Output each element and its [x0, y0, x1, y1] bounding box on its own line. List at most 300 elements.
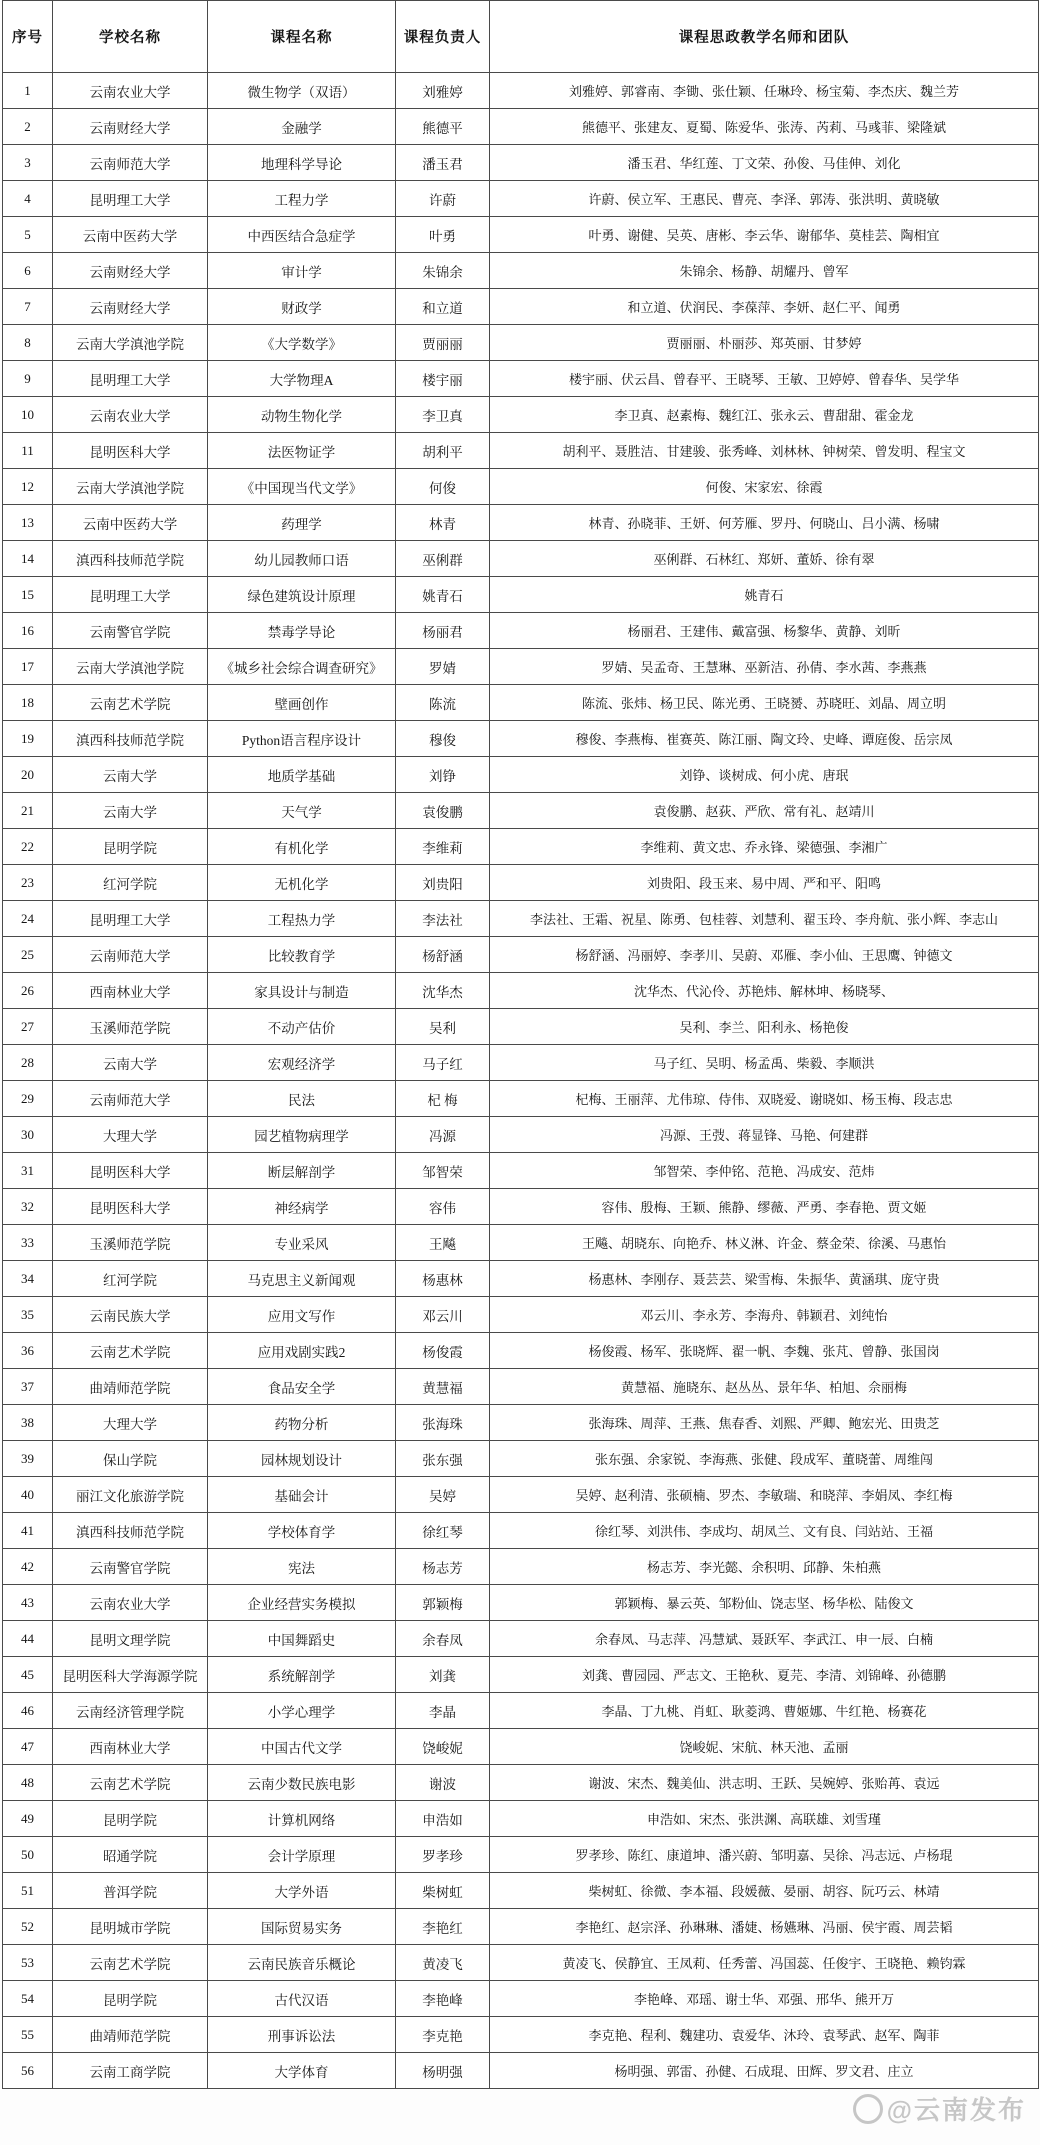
course-leader-cell: 黄凌飞: [396, 1945, 490, 1981]
team-cell: 罗婧、吴孟奇、王慧琳、巫新洁、孙倩、李水茜、李燕燕: [490, 649, 1039, 685]
team-cell: 李维莉、黄文忠、乔永锋、梁德强、李湘广: [490, 829, 1039, 865]
course-leader-cell: 吴婷: [396, 1477, 490, 1513]
course-leader-cell: 马子红: [396, 1045, 490, 1081]
serial-number-cell: 29: [3, 1081, 53, 1117]
course-name-cell: 会计学原理: [208, 1837, 396, 1873]
team-cell: 和立道、伏润民、李葆萍、李妍、赵仁平、闻勇: [490, 289, 1039, 325]
table-row: [3, 1549, 1039, 1585]
team-cell: 邹智荣、李仲铭、范艳、冯成安、范炜: [490, 1153, 1039, 1189]
team-cell: 张东强、余家锐、李海燕、张健、段成军、董晓蕾、周维闯: [490, 1441, 1039, 1477]
course-leader-cell: 杨丽君: [396, 613, 490, 649]
course-name-cell: 绿色建筑设计原理: [208, 577, 396, 613]
course-leader-cell: 李艳峰: [396, 1981, 490, 2017]
school-name-cell: 红河学院: [53, 865, 208, 901]
school-name-cell: 昆明医科大学: [53, 1189, 208, 1225]
school-name-cell: 昆明理工大学: [53, 181, 208, 217]
serial-number-cell: 10: [3, 397, 53, 433]
school-name-cell: 昆明医科大学: [53, 433, 208, 469]
course-leader-cell: 胡利平: [396, 433, 490, 469]
course-name-cell: 应用文写作: [208, 1297, 396, 1333]
table-row: [3, 937, 1039, 973]
school-name-cell: 昆明医科大学海源学院: [53, 1657, 208, 1693]
serial-number-cell: 47: [3, 1729, 53, 1765]
team-cell: 叶勇、谢健、吴英、唐彬、李云华、谢郁华、莫桂芸、陶相宜: [490, 217, 1039, 253]
team-cell: 杨丽君、王建伟、戴富强、杨黎华、黄静、刘昕: [490, 613, 1039, 649]
team-cell: 罗孝珍、陈红、康道坤、潘兴蔚、邹明嘉、吴徐、冯志远、卢杨琨: [490, 1837, 1039, 1873]
course-name-cell: 食品安全学: [208, 1369, 396, 1405]
course-name-cell: 中西医结合急症学: [208, 217, 396, 253]
school-name-cell: 昆明学院: [53, 829, 208, 865]
school-name-cell: 昆明城市学院: [53, 1909, 208, 1945]
table-row: [3, 1729, 1039, 1765]
team-cell: 林青、孙晓菲、王妍、何芳雁、罗丹、何晓山、吕小满、杨啸: [490, 505, 1039, 541]
course-leader-cell: 张海珠: [396, 1405, 490, 1441]
team-cell: 吴利、李兰、阳利永、杨艳俊: [490, 1009, 1039, 1045]
table-row: [3, 1009, 1039, 1045]
serial-number-cell: 27: [3, 1009, 53, 1045]
school-name-cell: 曲靖师范学院: [53, 1369, 208, 1405]
course-leader-cell: 吴利: [396, 1009, 490, 1045]
serial-number-cell: 21: [3, 793, 53, 829]
course-name-cell: 计算机网络: [208, 1801, 396, 1837]
school-name-cell: 云南中医药大学: [53, 505, 208, 541]
table-row: [3, 1765, 1039, 1801]
watermark: [853, 2090, 1026, 2127]
course-name-cell: 财政学: [208, 289, 396, 325]
team-cell: 杨明强、郭雷、孙健、石成琨、田辉、罗文君、庄立: [490, 2053, 1039, 2089]
course-name-cell: 系统解剖学: [208, 1657, 396, 1693]
table-row: [3, 289, 1039, 325]
school-name-cell: 云南经济管理学院: [53, 1693, 208, 1729]
course-leader-cell: 冯源: [396, 1117, 490, 1153]
header-course-leader: 课程负责人: [396, 1, 490, 73]
course-leader-cell: 沈华杰: [396, 973, 490, 1009]
course-name-cell: 云南民族音乐概论: [208, 1945, 396, 1981]
serial-number-cell: 40: [3, 1477, 53, 1513]
course-leader-cell: 潘玉君: [396, 145, 490, 181]
school-name-cell: 昆明医科大学: [53, 1153, 208, 1189]
table-row: [3, 145, 1039, 181]
course-name-cell: Python语言程序设计: [208, 721, 396, 757]
table-row: [3, 613, 1039, 649]
course-name-cell: 专业采风: [208, 1225, 396, 1261]
team-cell: 何俊、宋家宏、徐霞: [490, 469, 1039, 505]
header-school-name: 学校名称: [53, 1, 208, 73]
course-leader-cell: 柴树虹: [396, 1873, 490, 1909]
course-name-cell: 药理学: [208, 505, 396, 541]
serial-number-cell: 31: [3, 1153, 53, 1189]
serial-number-cell: 13: [3, 505, 53, 541]
course-leader-cell: 余春凤: [396, 1621, 490, 1657]
course-name-cell: 《大学数学》: [208, 325, 396, 361]
team-cell: 谢波、宋杰、魏美仙、洪志明、王跃、吴婉婷、张贻苒、袁远: [490, 1765, 1039, 1801]
course-leader-cell: 楼宇丽: [396, 361, 490, 397]
team-cell: 饶峻妮、宋航、林天池、孟丽: [490, 1729, 1039, 1765]
school-name-cell: 云南警官学院: [53, 613, 208, 649]
course-name-cell: 学校体育学: [208, 1513, 396, 1549]
course-leader-cell: 熊德平: [396, 109, 490, 145]
team-cell: 邓云川、李永芳、李海舟、韩颖君、刘纯怡: [490, 1297, 1039, 1333]
course-name-cell: 小学心理学: [208, 1693, 396, 1729]
course-name-cell: 园艺植物病理学: [208, 1117, 396, 1153]
course-name-cell: 大学体育: [208, 2053, 396, 2089]
table-row: [3, 1189, 1039, 1225]
team-cell: 陈流、张炜、杨卫民、陈光勇、王晓赟、苏晓旺、刘晶、周立明: [490, 685, 1039, 721]
serial-number-cell: 15: [3, 577, 53, 613]
school-name-cell: 红河学院: [53, 1261, 208, 1297]
table-row: [3, 577, 1039, 613]
school-name-cell: 云南大学滇池学院: [53, 325, 208, 361]
serial-number-cell: 30: [3, 1117, 53, 1153]
course-leader-cell: 和立道: [396, 289, 490, 325]
serial-number-cell: 45: [3, 1657, 53, 1693]
serial-number-cell: 6: [3, 253, 53, 289]
serial-number-cell: 19: [3, 721, 53, 757]
team-cell: 徐红琴、刘洪伟、李成均、胡凤兰、文有良、闫站站、王福: [490, 1513, 1039, 1549]
course-name-cell: 药物分析: [208, 1405, 396, 1441]
table-row: [3, 1801, 1039, 1837]
course-name-cell: 比较教育学: [208, 937, 396, 973]
course-name-cell: 中国古代文学: [208, 1729, 396, 1765]
team-cell: 刘铮、谈树成、何小虎、唐珉: [490, 757, 1039, 793]
course-name-cell: 云南少数民族电影: [208, 1765, 396, 1801]
header-course-name: 课程名称: [208, 1, 396, 73]
serial-number-cell: 18: [3, 685, 53, 721]
team-cell: 杨舒涵、冯丽婷、李孝川、吴蔚、邓雁、李小仙、王思鹰、钟德文: [490, 937, 1039, 973]
school-name-cell: 西南林业大学: [53, 973, 208, 1009]
header-serial-number: 序号: [3, 1, 53, 73]
course-leader-cell: 饶峻妮: [396, 1729, 490, 1765]
course-leader-cell: 穆俊: [396, 721, 490, 757]
course-name-cell: 国际贸易实务: [208, 1909, 396, 1945]
school-name-cell: 昆明理工大学: [53, 577, 208, 613]
serial-number-cell: 11: [3, 433, 53, 469]
table-row: [3, 541, 1039, 577]
team-cell: 李艳峰、邓瑶、谢士华、邓强、邢华、熊开万: [490, 1981, 1039, 2017]
serial-number-cell: 28: [3, 1045, 53, 1081]
table-row: [3, 901, 1039, 937]
table-row: [3, 757, 1039, 793]
team-cell: 许蔚、侯立军、王惠民、曹亮、李泽、郭涛、张洪明、黄晓敏: [490, 181, 1039, 217]
serial-number-cell: 35: [3, 1297, 53, 1333]
table-row: [3, 1837, 1039, 1873]
course-name-cell: 工程力学: [208, 181, 396, 217]
watermark-text: @云南发布: [886, 2095, 1026, 2125]
team-cell: 杨惠林、李刚存、聂芸芸、梁雪梅、朱振华、黄涵琪、庞守贵: [490, 1261, 1039, 1297]
course-name-cell: 园林规划设计: [208, 1441, 396, 1477]
team-cell: 李法社、王霜、祝星、陈勇、包桂蓉、刘慧利、翟玉玲、李舟航、张小辉、李志山: [490, 901, 1039, 937]
table-row: [3, 1261, 1039, 1297]
serial-number-cell: 1: [3, 73, 53, 109]
table-row: [3, 2053, 1039, 2089]
course-leader-cell: 杨明强: [396, 2053, 490, 2089]
team-cell: 黄凌飞、侯静宜、王凤莉、任秀蕾、冯国蕊、任俊宇、王晓艳、赖钧霖: [490, 1945, 1039, 1981]
serial-number-cell: 4: [3, 181, 53, 217]
serial-number-cell: 43: [3, 1585, 53, 1621]
school-name-cell: 云南农业大学: [53, 73, 208, 109]
team-cell: 容伟、殷梅、王颖、熊静、缪薇、严勇、李春艳、贾文姬: [490, 1189, 1039, 1225]
serial-number-cell: 25: [3, 937, 53, 973]
course-leader-cell: 李艳红: [396, 1909, 490, 1945]
serial-number-cell: 24: [3, 901, 53, 937]
serial-number-cell: 51: [3, 1873, 53, 1909]
school-name-cell: 玉溪师范学院: [53, 1009, 208, 1045]
table-row: [3, 1909, 1039, 1945]
table-row: [3, 1117, 1039, 1153]
serial-number-cell: 52: [3, 1909, 53, 1945]
team-cell: 刘龚、曹园园、严志文、王艳秋、夏芫、李清、刘锦峰、孙德鹏: [490, 1657, 1039, 1693]
serial-number-cell: 46: [3, 1693, 53, 1729]
team-cell: 李克艳、程利、魏建功、袁爱华、沐玲、袁琴武、赵军、陶菲: [490, 2017, 1039, 2053]
course-name-cell: 动物生物化学: [208, 397, 396, 433]
serial-number-cell: 48: [3, 1765, 53, 1801]
team-cell: 余春凤、马志萍、冯慧斌、聂跃军、李武江、申一辰、白楠: [490, 1621, 1039, 1657]
course-name-cell: 民法: [208, 1081, 396, 1117]
team-cell: 杨俊霞、杨军、张晓辉、翟一帆、李魏、张芃、曾静、张国岗: [490, 1333, 1039, 1369]
course-name-cell: 金融学: [208, 109, 396, 145]
school-name-cell: 昭通学院: [53, 1837, 208, 1873]
course-name-cell: 家具设计与制造: [208, 973, 396, 1009]
team-cell: 刘雅婷、郭睿南、李锄、张仕颖、任琳玲、杨宝菊、李杰庆、魏兰芳: [490, 73, 1039, 109]
course-name-cell: 应用戏剧实践2: [208, 1333, 396, 1369]
team-cell: 潘玉君、华红莲、丁文荣、孙俊、马佳伸、刘化: [490, 145, 1039, 181]
table-row: [3, 973, 1039, 1009]
serial-number-cell: 17: [3, 649, 53, 685]
school-name-cell: 丽江文化旅游学院: [53, 1477, 208, 1513]
table-row: [3, 1981, 1039, 2017]
school-name-cell: 滇西科技师范学院: [53, 541, 208, 577]
school-name-cell: 云南工商学院: [53, 2053, 208, 2089]
course-name-cell: 法医物证学: [208, 433, 396, 469]
serial-number-cell: 5: [3, 217, 53, 253]
course-name-cell: 壁画创作: [208, 685, 396, 721]
school-name-cell: 云南财经大学: [53, 289, 208, 325]
table-row: [3, 397, 1039, 433]
table-row: [3, 865, 1039, 901]
course-leader-cell: 姚青石: [396, 577, 490, 613]
serial-number-cell: 53: [3, 1945, 53, 1981]
course-leader-cell: 郭颖梅: [396, 1585, 490, 1621]
team-cell: 王飚、胡晓东、向艳乔、林义淋、许金、蔡金荣、徐溪、马惠怡: [490, 1225, 1039, 1261]
school-name-cell: 云南大学: [53, 793, 208, 829]
course-name-cell: 宏观经济学: [208, 1045, 396, 1081]
course-name-cell: 断层解剖学: [208, 1153, 396, 1189]
course-leader-cell: 邓云川: [396, 1297, 490, 1333]
table-row: [3, 253, 1039, 289]
school-name-cell: 云南财经大学: [53, 109, 208, 145]
school-name-cell: 普洱学院: [53, 1873, 208, 1909]
course-name-cell: 企业经营实务模拟: [208, 1585, 396, 1621]
course-leader-cell: 许蔚: [396, 181, 490, 217]
school-name-cell: 云南大学: [53, 757, 208, 793]
course-leader-cell: 何俊: [396, 469, 490, 505]
course-name-cell: 天气学: [208, 793, 396, 829]
course-leader-cell: 杨俊霞: [396, 1333, 490, 1369]
school-name-cell: 大理大学: [53, 1117, 208, 1153]
serial-number-cell: 33: [3, 1225, 53, 1261]
school-name-cell: 云南警官学院: [53, 1549, 208, 1585]
serial-number-cell: 9: [3, 361, 53, 397]
serial-number-cell: 2: [3, 109, 53, 145]
team-cell: 马子红、吴明、杨孟禹、柴毅、李顺洪: [490, 1045, 1039, 1081]
course-ideology-table: [2, 0, 1039, 2089]
table-row: [3, 73, 1039, 109]
school-name-cell: 曲靖师范学院: [53, 2017, 208, 2053]
header-row: [3, 1, 1039, 73]
serial-number-cell: 42: [3, 1549, 53, 1585]
serial-number-cell: 39: [3, 1441, 53, 1477]
school-name-cell: 云南大学滇池学院: [53, 649, 208, 685]
table-row: [3, 361, 1039, 397]
course-leader-cell: 李晶: [396, 1693, 490, 1729]
serial-number-cell: 12: [3, 469, 53, 505]
team-cell: 刘贵阳、段玉来、易中周、严和平、阳鸣: [490, 865, 1039, 901]
course-name-cell: 《城乡社会综合调查研究》: [208, 649, 396, 685]
course-leader-cell: 邹智荣: [396, 1153, 490, 1189]
serial-number-cell: 38: [3, 1405, 53, 1441]
team-cell: 胡利平、聂胜洁、甘建骏、张秀峰、刘林林、钟树荣、曾发明、程宝文: [490, 433, 1039, 469]
course-leader-cell: 刘雅婷: [396, 73, 490, 109]
serial-number-cell: 26: [3, 973, 53, 1009]
course-leader-cell: 李卫真: [396, 397, 490, 433]
header-team: 课程思政教学名师和团队: [490, 1, 1039, 73]
school-name-cell: 云南中医药大学: [53, 217, 208, 253]
serial-number-cell: 7: [3, 289, 53, 325]
team-cell: 姚青石: [490, 577, 1039, 613]
serial-number-cell: 16: [3, 613, 53, 649]
course-leader-cell: 刘铮: [396, 757, 490, 793]
course-leader-cell: 张东强: [396, 1441, 490, 1477]
course-name-cell: 无机化学: [208, 865, 396, 901]
course-leader-cell: 黄慧福: [396, 1369, 490, 1405]
serial-number-cell: 22: [3, 829, 53, 865]
serial-number-cell: 41: [3, 1513, 53, 1549]
team-cell: 杞梅、王丽萍、尤伟琼、侍伟、双晓爱、谢晓如、杨玉梅、段志忠: [490, 1081, 1039, 1117]
course-leader-cell: 申浩如: [396, 1801, 490, 1837]
course-leader-cell: 李维莉: [396, 829, 490, 865]
course-name-cell: 审计学: [208, 253, 396, 289]
course-name-cell: 禁毒学导论: [208, 613, 396, 649]
serial-number-cell: 14: [3, 541, 53, 577]
table-row: [3, 685, 1039, 721]
school-name-cell: 大理大学: [53, 1405, 208, 1441]
table-row: [3, 1621, 1039, 1657]
table-row: [3, 1693, 1039, 1729]
table-row: [3, 505, 1039, 541]
serial-number-cell: 20: [3, 757, 53, 793]
table-row: [3, 721, 1039, 757]
course-name-cell: 幼儿园教师口语: [208, 541, 396, 577]
table-row: [3, 793, 1039, 829]
school-name-cell: 滇西科技师范学院: [53, 1513, 208, 1549]
serial-number-cell: 32: [3, 1189, 53, 1225]
team-cell: 张海珠、周萍、王燕、焦春香、刘熙、严卿、鲍宏光、田贵芝: [490, 1405, 1039, 1441]
course-name-cell: 宪法: [208, 1549, 396, 1585]
table-row: [3, 1153, 1039, 1189]
school-name-cell: 昆明学院: [53, 1981, 208, 2017]
course-leader-cell: 杨惠林: [396, 1261, 490, 1297]
table-row: [3, 181, 1039, 217]
table-row: [3, 1513, 1039, 1549]
course-name-cell: 地质学基础: [208, 757, 396, 793]
serial-number-cell: 8: [3, 325, 53, 361]
table-row: [3, 1369, 1039, 1405]
course-name-cell: 大学物理A: [208, 361, 396, 397]
course-leader-cell: 袁俊鹏: [396, 793, 490, 829]
team-cell: 袁俊鹏、赵荻、严欣、常有礼、赵靖川: [490, 793, 1039, 829]
course-name-cell: 工程热力学: [208, 901, 396, 937]
table-row: [3, 1945, 1039, 1981]
serial-number-cell: 49: [3, 1801, 53, 1837]
table-row: [3, 1081, 1039, 1117]
course-name-cell: 大学外语: [208, 1873, 396, 1909]
course-leader-cell: 朱锦余: [396, 253, 490, 289]
school-name-cell: 云南艺术学院: [53, 1765, 208, 1801]
table-row: [3, 1477, 1039, 1513]
course-leader-cell: 罗婧: [396, 649, 490, 685]
course-leader-cell: 巫俐群: [396, 541, 490, 577]
table-row: [3, 1225, 1039, 1261]
school-name-cell: 保山学院: [53, 1441, 208, 1477]
team-cell: 黄慧福、施晓东、赵丛丛、景年华、柏旭、佘丽梅: [490, 1369, 1039, 1405]
table-row: [3, 2017, 1039, 2053]
team-cell: 楼宇丽、伏云昌、曾春平、王晓琴、王敏、卫婷婷、曾春华、吴学华: [490, 361, 1039, 397]
course-leader-cell: 罗孝珍: [396, 1837, 490, 1873]
course-leader-cell: 林青: [396, 505, 490, 541]
team-cell: 李卫真、赵素梅、魏红江、张永云、曹甜甜、霍金龙: [490, 397, 1039, 433]
table-row: [3, 1441, 1039, 1477]
school-name-cell: 云南农业大学: [53, 397, 208, 433]
team-cell: 李艳红、赵宗泽、孙琳琳、潘婕、杨嬿琳、冯丽、侯宇霞、周芸韬: [490, 1909, 1039, 1945]
school-name-cell: 玉溪师范学院: [53, 1225, 208, 1261]
course-leader-cell: 李克艳: [396, 2017, 490, 2053]
school-name-cell: 滇西科技师范学院: [53, 721, 208, 757]
course-leader-cell: 容伟: [396, 1189, 490, 1225]
course-name-cell: 刑事诉讼法: [208, 2017, 396, 2053]
course-name-cell: 中国舞蹈史: [208, 1621, 396, 1657]
table-row: [3, 217, 1039, 253]
team-cell: 杨志芳、李光懿、余积明、邱静、朱柏燕: [490, 1549, 1039, 1585]
weibo-logo-icon: [853, 2094, 883, 2124]
team-cell: 穆俊、李燕梅、崔赛英、陈江丽、陶文玲、史峰、谭庭俊、岳宗凤: [490, 721, 1039, 757]
serial-number-cell: 37: [3, 1369, 53, 1405]
team-cell: 冯源、王弢、蒋显锋、马艳、何建群: [490, 1117, 1039, 1153]
course-name-cell: 微生物学（双语）: [208, 73, 396, 109]
team-cell: 沈华杰、代沁伶、苏艳炜、解林坤、杨晓琴、: [490, 973, 1039, 1009]
team-cell: 郭颖梅、暴云英、邹粉仙、饶志坚、杨华松、陆俊文: [490, 1585, 1039, 1621]
course-leader-cell: 刘贵阳: [396, 865, 490, 901]
course-leader-cell: 杨志芳: [396, 1549, 490, 1585]
table-row: [3, 325, 1039, 361]
school-name-cell: 昆明理工大学: [53, 901, 208, 937]
table-row: [3, 649, 1039, 685]
school-name-cell: 云南艺术学院: [53, 1333, 208, 1369]
course-name-cell: 《中国现当代文学》: [208, 469, 396, 505]
serial-number-cell: 23: [3, 865, 53, 901]
course-name-cell: 马克思主义新闻观: [208, 1261, 396, 1297]
course-leader-cell: 王飚: [396, 1225, 490, 1261]
team-cell: 贾丽丽、朴丽莎、郑英丽、甘梦婷: [490, 325, 1039, 361]
course-name-cell: 不动产估价: [208, 1009, 396, 1045]
serial-number-cell: 56: [3, 2053, 53, 2089]
table-row: [3, 1333, 1039, 1369]
team-cell: 巫俐群、石林红、郑妍、董娇、徐有翠: [490, 541, 1039, 577]
school-name-cell: 云南民族大学: [53, 1297, 208, 1333]
table-row: [3, 1585, 1039, 1621]
table-row: [3, 433, 1039, 469]
serial-number-cell: 44: [3, 1621, 53, 1657]
school-name-cell: 云南大学滇池学院: [53, 469, 208, 505]
